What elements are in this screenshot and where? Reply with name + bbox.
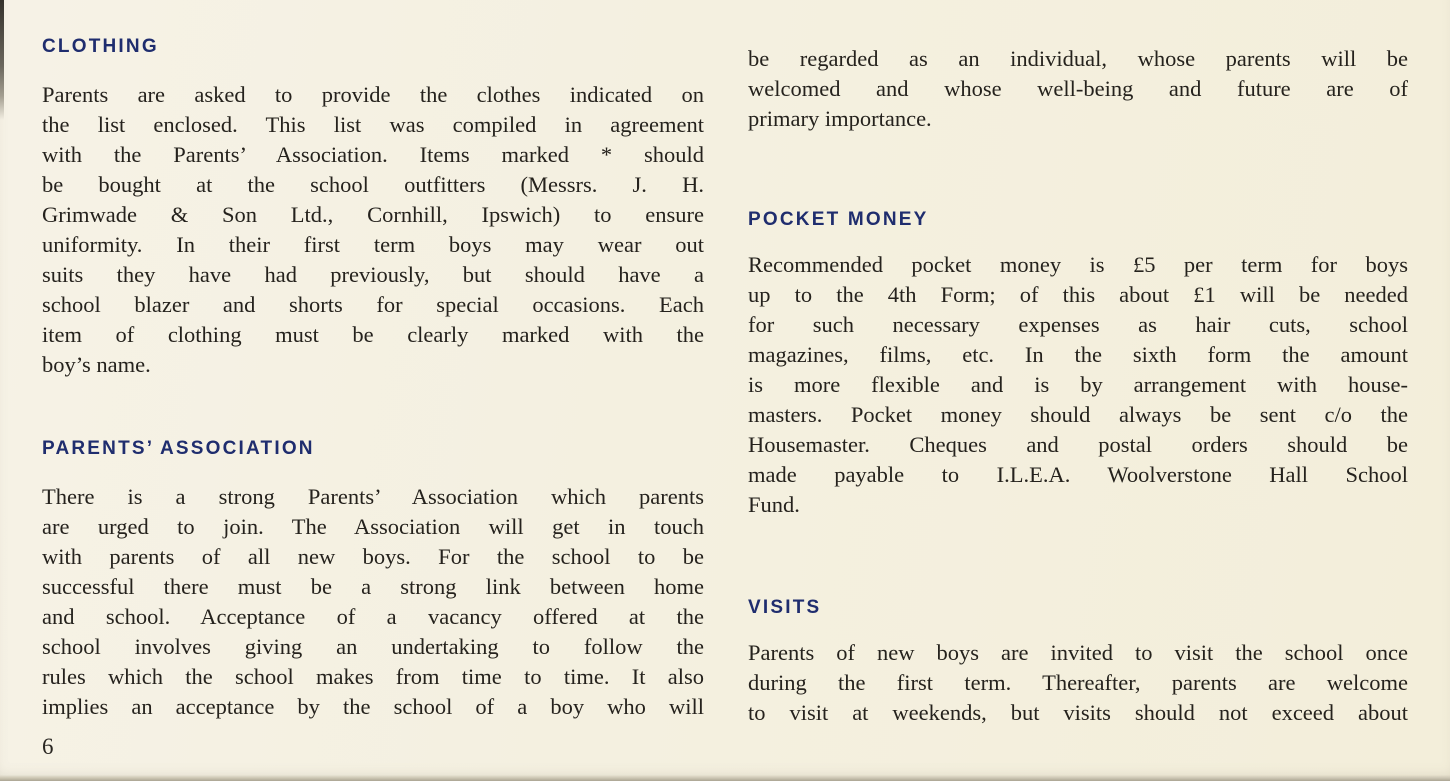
- text-line: boy’s name.: [42, 352, 151, 377]
- text-line: Housemaster. Cheques and postal orders should be: [748, 432, 1408, 457]
- page-bottom-edge: [0, 775, 1450, 781]
- text-line: Parents of new boys are invited to visit the school once: [748, 640, 1408, 665]
- text-line: Grimwade & Son Ltd., Cornhill, Ipswich) to ensure: [42, 202, 704, 227]
- text-line: be regarded as an individual, whose parents will be: [748, 46, 1408, 71]
- text-line: rules which the school makes from time to time. It also: [42, 664, 704, 689]
- text-line: for such necessary expenses as hair cuts, school: [748, 312, 1408, 337]
- text-line: with parents of all new boys. For the school to be: [42, 544, 704, 569]
- text-line: masters. Pocket money should always be sent c/o the: [748, 402, 1408, 427]
- section-heading-visits: VISITS: [748, 597, 822, 618]
- text-line: implies an acceptance by the school of a boy who will: [42, 694, 704, 719]
- text-line: Parents are asked to provide the clothes indicated on: [42, 82, 704, 107]
- page-number: 6: [42, 734, 54, 759]
- text-line: with the Parents’ Association. Items marked * should: [42, 142, 704, 167]
- text-line: school blazer and shorts for special occasions. Each: [42, 292, 704, 317]
- text-line: Recommended pocket money is £5 per term for boys: [748, 252, 1408, 277]
- text-line: up to the 4th Form; of this about £1 will be needed: [748, 282, 1408, 307]
- text-line: be bought at the school outfitters (Messrs. J. H.: [42, 172, 704, 197]
- text-line: and school. Acceptance of a vacancy offered at the: [42, 604, 704, 629]
- section-heading-pocket-money: POCKET MONEY: [748, 209, 929, 230]
- text-line: item of clothing must be clearly marked with the: [42, 322, 704, 347]
- text-line: are urged to join. The Association will get in touch: [42, 514, 704, 539]
- text-line: school involves giving an undertaking to follow the: [42, 634, 704, 659]
- paragraph-visits: [748, 638, 1408, 728]
- section-heading-clothing: CLOTHING: [42, 36, 159, 57]
- text-line: is more flexible and is by arrangement with house-: [748, 372, 1408, 397]
- text-line: during the first term. Thereafter, parents are welcome: [748, 670, 1408, 695]
- paragraph-parents-association: [42, 482, 704, 722]
- text-line: the list enclosed. This list was compiled in agreement: [42, 112, 704, 137]
- paragraph-clothing: [42, 80, 704, 380]
- paragraph-individual-continuation: [748, 44, 1408, 134]
- text-line: made payable to I.L.E.A. Woolverstone Hall School: [748, 462, 1408, 487]
- text-line: There is a strong Parents’ Association which parents: [42, 484, 704, 509]
- text-line: uniformity. In their first term boys may wear out: [42, 232, 704, 257]
- scan-edge-artifact-left: [0, 0, 4, 120]
- text-line: Fund.: [748, 492, 800, 517]
- text-line: magazines, films, etc. In the sixth form the amount: [748, 342, 1408, 367]
- text-line: suits they have had previously, but should have a: [42, 262, 704, 287]
- text-line: to visit at weekends, but visits should not exceed about: [748, 700, 1408, 725]
- text-line: welcomed and whose well-being and future are of: [748, 76, 1408, 101]
- text-line: primary importance.: [748, 106, 932, 131]
- section-heading-parents-association: PARENTS’ ASSOCIATION: [42, 438, 315, 459]
- text-line: successful there must be a strong link between home: [42, 574, 704, 599]
- paragraph-pocket-money: [748, 250, 1408, 520]
